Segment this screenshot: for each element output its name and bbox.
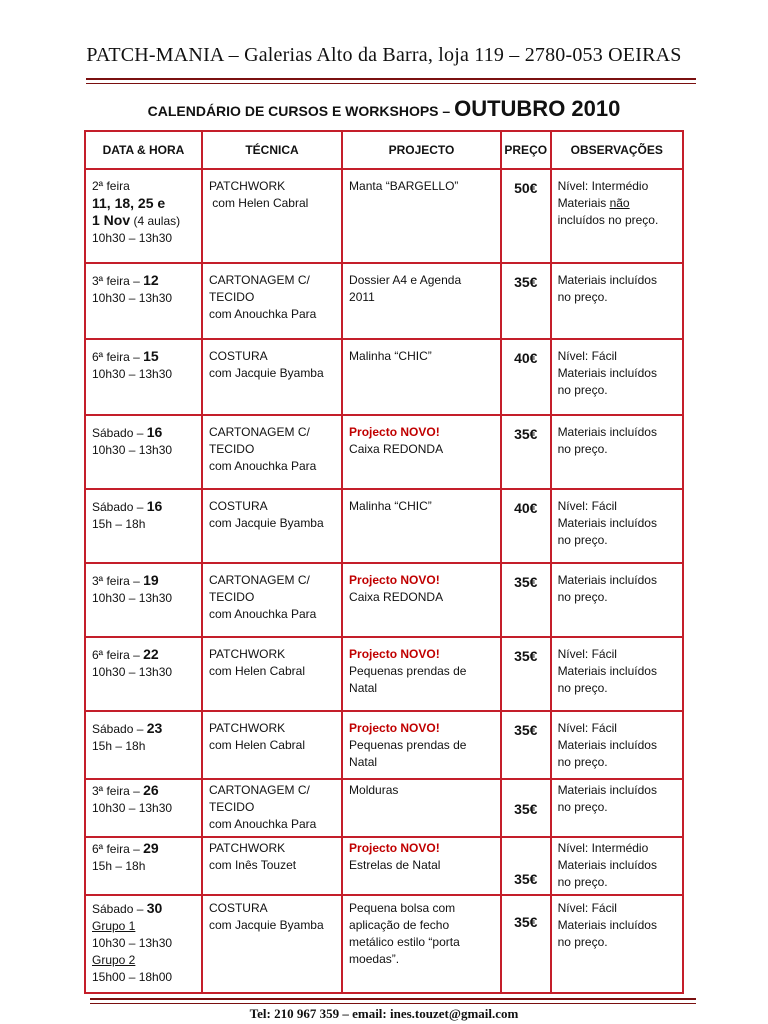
note-line: Materiais incluídos — [557, 425, 657, 439]
date-numbers: 11, 18, 25 e — [92, 195, 166, 211]
day-label: 3ª feira – — [92, 784, 144, 798]
date-number: 30 — [146, 900, 163, 916]
date-cell — [85, 415, 202, 489]
project-cell — [342, 563, 501, 637]
date-cell — [85, 711, 202, 779]
new-project-badge: Projecto NOVO! — [349, 647, 440, 661]
header-technique: TÉCNICA — [202, 131, 342, 169]
note-line: Nível: Fácil — [557, 349, 617, 363]
time-label: 10h30 – 13h30 — [92, 443, 173, 457]
time-label: 15h – 18h — [92, 859, 146, 873]
technique-name-2: TECIDO — [208, 290, 255, 304]
date-number: 29 — [143, 840, 159, 856]
day-label: Sábado – — [92, 902, 147, 916]
table-row — [85, 895, 683, 993]
new-project-badge: Projecto NOVO! — [349, 841, 440, 855]
date-number: 12 — [143, 272, 159, 288]
technique-cell — [202, 415, 342, 489]
technique-name: COSTURA — [208, 499, 268, 513]
instructor: com Jacquie Byamba — [208, 366, 324, 380]
table-row — [85, 263, 683, 339]
price-cell: 35€ — [501, 563, 551, 637]
technique-name: PATCHWORK — [208, 179, 286, 193]
technique-cell — [202, 169, 342, 263]
technique-name: CARTONAGEM C/ — [208, 273, 310, 287]
note-line: no preço. — [557, 533, 608, 547]
technique-cell — [202, 263, 342, 339]
note-line: no preço. — [557, 755, 608, 769]
project-name: Caixa REDONDA — [349, 442, 444, 456]
project-line: Pequena bolsa com — [349, 901, 456, 915]
date-number: 22 — [143, 646, 159, 662]
footer-rule-thin — [90, 1003, 696, 1004]
project-cell — [342, 779, 501, 837]
price-cell: 35€ — [501, 779, 551, 837]
footer-rule — [90, 998, 696, 1000]
technique-cell — [202, 563, 342, 637]
date-cell — [85, 169, 202, 263]
footer-contact: Tel: 210 967 359 – email: ines.touzet@gmail.com — [249, 1006, 519, 1021]
price-cell: 35€ — [501, 837, 551, 895]
instructor: com Anouchka Para — [208, 307, 317, 321]
time-label: 15h – 18h — [92, 739, 146, 753]
project-line: aplicação de fecho — [349, 918, 450, 932]
technique-name: COSTURA — [208, 901, 268, 915]
project-cell — [342, 837, 501, 895]
table-header-row — [85, 131, 683, 169]
day-label: Sábado – — [92, 722, 147, 736]
date-number: 26 — [143, 782, 159, 798]
table-row — [85, 563, 683, 637]
day-label: Sábado – — [92, 426, 147, 440]
date-cell — [85, 837, 202, 895]
date-number: 15 — [143, 348, 159, 364]
date-cell — [85, 489, 202, 563]
instructor: com Helen Cabral — [208, 196, 309, 210]
table-row — [85, 169, 683, 263]
project-name: Malinha “CHIC” — [349, 499, 432, 513]
time-label: 10h30 – 13h30 — [92, 591, 173, 605]
date-numbers-2: 1 Nov — [92, 212, 131, 228]
title-text: CALENDÁRIO DE CURSOS E WORKSHOPS – — [147, 103, 455, 119]
note-emphasis: não — [609, 196, 630, 210]
instructor: com Helen Cabral — [208, 738, 305, 752]
project-name-2: 2011 — [349, 290, 375, 304]
table-row — [85, 779, 683, 837]
technique-name: CARTONAGEM C/ — [208, 425, 310, 439]
technique-cell — [202, 779, 342, 837]
project-name: Molduras — [349, 783, 399, 797]
notes-cell — [551, 263, 683, 339]
time-label: 10h30 – 13h30 — [92, 665, 173, 679]
note-line: Nível: Fácil — [557, 901, 617, 915]
header-price: PREÇO — [501, 131, 551, 169]
notes-cell — [551, 339, 683, 415]
notes-cell — [551, 489, 683, 563]
instructor: com Anouchka Para — [208, 607, 317, 621]
technique-cell — [202, 637, 342, 711]
notes-cell — [551, 837, 683, 895]
technique-cell — [202, 489, 342, 563]
price-cell: 35€ — [501, 263, 551, 339]
date-cell — [85, 263, 202, 339]
table-row — [85, 637, 683, 711]
technique-cell — [202, 339, 342, 415]
time-label: 15h – 18h — [92, 517, 146, 531]
day-label: 3ª feira – — [92, 574, 144, 588]
price-cell: 35€ — [501, 415, 551, 489]
project-name-2: Natal — [349, 755, 378, 769]
technique-name: CARTONAGEM C/ — [208, 573, 310, 587]
page-header: PATCH-MANIA – Galerias Alto da Barra, loja 119 – 2780-053 OEIRAS — [86, 44, 682, 66]
day-label: 6ª feira – — [92, 842, 144, 856]
technique-cell — [202, 895, 342, 993]
technique-name: PATCHWORK — [208, 647, 286, 661]
project-name: Estrelas de Natal — [349, 858, 441, 872]
time-label: 15h00 – 18h00 — [92, 970, 173, 984]
note-line: no preço. — [557, 383, 608, 397]
project-cell — [342, 415, 501, 489]
technique-name: PATCHWORK — [208, 841, 286, 855]
instructor: com Anouchka Para — [208, 817, 317, 831]
date-cell — [85, 563, 202, 637]
project-cell — [342, 169, 501, 263]
project-cell — [342, 711, 501, 779]
group-label: Grupo 2 — [92, 953, 136, 967]
header-date: DATA & HORA — [85, 131, 202, 169]
technique-name: CARTONAGEM C/ — [208, 783, 310, 797]
note-line: no preço. — [557, 935, 608, 949]
project-name: Malinha “CHIC” — [349, 349, 432, 363]
note-line: no preço. — [557, 290, 608, 304]
price-cell: 35€ — [501, 711, 551, 779]
instructor: com Jacquie Byamba — [208, 918, 324, 932]
table-row — [85, 489, 683, 563]
day-label: 6ª feira – — [92, 648, 144, 662]
header-notes: OBSERVAÇÕES — [551, 131, 683, 169]
header-rule — [86, 78, 696, 80]
day-label: 2ª feira — [92, 179, 130, 193]
date-number: 23 — [146, 720, 163, 736]
notes-cell — [551, 637, 683, 711]
project-name: Manta “BARGELLO” — [349, 179, 459, 193]
time-label: 10h30 – 13h30 — [92, 231, 173, 245]
note-line: Materiais incluídos — [557, 858, 657, 872]
notes-cell — [551, 563, 683, 637]
date-cell — [85, 779, 202, 837]
instructor: com Jacquie Byamba — [208, 516, 324, 530]
technique-name-2: TECIDO — [208, 590, 255, 604]
note-line: Materiais incluídos — [557, 366, 657, 380]
note-line: Materiais incluídos — [557, 664, 657, 678]
day-label: Sábado – — [92, 500, 147, 514]
note-line: Nível: Fácil — [557, 647, 617, 661]
project-name-2: Natal — [349, 681, 378, 695]
project-name: Dossier A4 e Agenda — [349, 273, 462, 287]
note-line: no preço. — [557, 800, 608, 814]
project-name: Pequenas prendas de — [349, 664, 467, 678]
project-name: Caixa REDONDA — [349, 590, 444, 604]
notes-cell — [551, 169, 683, 263]
note-line: no preço. — [557, 681, 608, 695]
day-label: 3ª feira – — [92, 274, 144, 288]
instructor: com Inês Touzet — [208, 858, 297, 872]
project-cell — [342, 339, 501, 415]
date-cell — [85, 339, 202, 415]
course-calendar-table — [84, 130, 684, 994]
notes-cell — [551, 779, 683, 837]
instructor: com Helen Cabral — [208, 664, 305, 678]
project-name: Pequenas prendas de — [349, 738, 467, 752]
note-line: no preço. — [557, 590, 608, 604]
date-number: 19 — [143, 572, 159, 588]
table-row — [85, 339, 683, 415]
note-line: Nível: Fácil — [557, 721, 617, 735]
notes-cell — [551, 415, 683, 489]
project-cell — [342, 895, 501, 993]
notes-cell — [551, 895, 683, 993]
lesson-count: (4 aulas) — [130, 214, 181, 228]
header-rule-thin — [86, 83, 696, 84]
note-line: Materiais incluídos — [557, 738, 657, 752]
note-line: no preço. — [557, 875, 608, 889]
price-cell: 35€ — [501, 895, 551, 993]
price-cell: 35€ — [501, 637, 551, 711]
date-cell — [85, 637, 202, 711]
technique-name-2: TECIDO — [208, 442, 255, 456]
table-row — [85, 415, 683, 489]
project-cell — [342, 637, 501, 711]
note-line: Nível: Fácil — [557, 499, 617, 513]
price-cell: 40€ — [501, 489, 551, 563]
project-cell — [342, 489, 501, 563]
note-line: Materiais incluídos — [557, 918, 657, 932]
technique-cell — [202, 711, 342, 779]
price-cell: 40€ — [501, 339, 551, 415]
time-label: 10h30 – 13h30 — [92, 367, 173, 381]
notes-cell — [551, 711, 683, 779]
note-line: Materiais — [557, 196, 610, 210]
note-line: Nível: Intermédio — [557, 841, 649, 855]
technique-name: COSTURA — [208, 349, 268, 363]
price-cell: 50€ — [501, 169, 551, 263]
project-line: metálico estilo “porta — [349, 935, 460, 949]
note-line: Materiais incluídos — [557, 516, 657, 530]
note-line: Nível: Intermédio — [557, 179, 649, 193]
time-label: 10h30 – 13h30 — [92, 801, 173, 815]
time-label: 10h30 – 13h30 — [92, 291, 173, 305]
header-project: PROJECTO — [342, 131, 501, 169]
table-row — [85, 711, 683, 779]
time-label: 10h30 – 13h30 — [92, 936, 173, 950]
date-cell — [85, 895, 202, 993]
new-project-badge: Projecto NOVO! — [349, 573, 440, 587]
new-project-badge: Projecto NOVO! — [349, 425, 440, 439]
new-project-badge: Projecto NOVO! — [349, 721, 440, 735]
title-month: OUTUBRO 2010 — [454, 96, 621, 121]
date-number: 16 — [146, 424, 163, 440]
table-row — [85, 837, 683, 895]
note-line: no preço. — [557, 442, 608, 456]
group-label: Grupo 1 — [92, 919, 136, 933]
note-line: incluídos no preço. — [557, 213, 659, 227]
technique-cell — [202, 837, 342, 895]
technique-name: PATCHWORK — [208, 721, 286, 735]
project-line: moedas”. — [349, 952, 400, 966]
technique-name-2: TECIDO — [208, 800, 255, 814]
page-title — [0, 96, 768, 122]
project-cell — [342, 263, 501, 339]
date-number: 16 — [146, 498, 163, 514]
note-line: Materiais incluídos — [557, 783, 657, 797]
day-label: 6ª feira – — [92, 350, 144, 364]
instructor: com Anouchka Para — [208, 459, 317, 473]
note-line: Materiais incluídos — [557, 573, 657, 587]
note-line: Materiais incluídos — [557, 273, 657, 287]
